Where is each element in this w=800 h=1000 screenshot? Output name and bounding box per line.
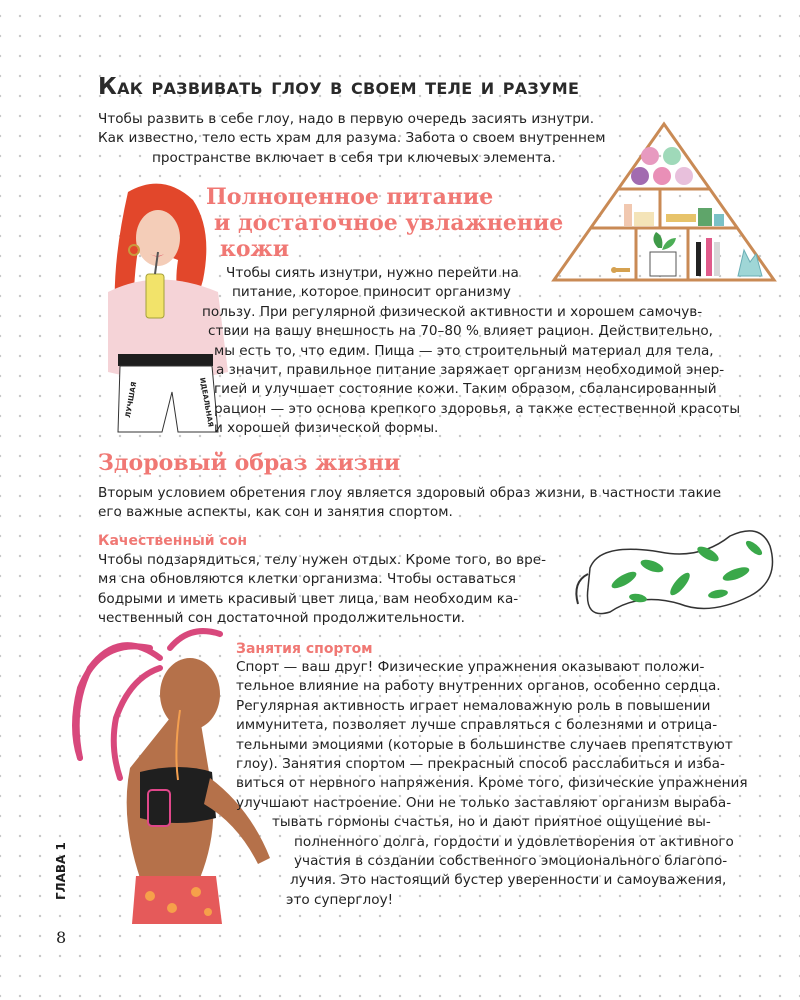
body-line: пользу. При регулярной физической активности и хорошем самочув-	[202, 303, 703, 320]
section-nutrition-heading	[206, 184, 563, 262]
body-line: рацион — это основа крепкого здоровья, а также естественной красоты	[214, 400, 741, 417]
body-line: гией и улучшает состояние кожи. Таким образом, сбалансированный	[214, 381, 717, 398]
page-title: Как развивать глоу в своем теле и разуме	[98, 74, 580, 100]
body-line: это суперглоу!	[286, 891, 394, 908]
drink-glass-icon	[146, 274, 164, 318]
body-line: и хорошей физической формы.	[214, 420, 439, 437]
intro-line: Как известно, тело есть храм для разума. Забота о своем внутреннем	[98, 130, 606, 147]
heading-line: кожи	[220, 236, 290, 262]
heading-line: Полноценное питание	[206, 184, 494, 210]
body-line: полненного долга, гордости и удовлетворения от активного	[294, 833, 734, 850]
body-line: Вторым условием обретения глоу является здоровый образ жизни, в частности такие	[98, 485, 721, 501]
body-line: мя сна обновляются клетки организма. Чтобы оставаться	[98, 571, 516, 588]
chapter-label: ГЛАВА 1	[54, 842, 68, 900]
body-line: глоу). Занятия спортом — прекрасный способ расслабиться и изба-	[236, 756, 725, 773]
body-line: тельными эмоциями (которые в большинстве случаев препятствуют	[236, 736, 733, 753]
food-pyramid-illustration	[548, 118, 780, 288]
head	[160, 658, 220, 730]
sport-body	[236, 658, 748, 910]
sleep-body	[98, 551, 546, 629]
body-line: питание, которое приносит организму	[232, 284, 511, 301]
section-lifestyle-body	[98, 484, 721, 523]
heading-line: и достаточное увлажнение	[214, 210, 564, 236]
sleep-mask-illustration	[568, 518, 776, 616]
cosmetics-shelf-icon	[624, 204, 724, 226]
body-line: Спорт — ваш друг! Физические упражнения оказывают положи-	[236, 659, 705, 675]
body-line: чественный сон достаточной продолжительности.	[98, 610, 465, 627]
body-line: его важные аспекты, как сон и занятия спортом.	[98, 504, 453, 521]
body-line: мы есть то, что едим. Пища — это строительный материал для тела,	[214, 342, 714, 359]
body-line: Чтобы подзарядиться, телу нужен отдых. Кроме того, во вре-	[98, 552, 546, 568]
body-line: участия в создании собственного эмоционального благопо-	[294, 853, 728, 870]
body-line: иммунитета, позволяет лучше справляться с болезнями и отрица-	[236, 717, 718, 734]
body-line: ствии на вашу внешность на 70–80 % влияет рацион. Действительно,	[208, 323, 713, 340]
intro-line: пространстве включает в себя три ключевых элемента.	[152, 149, 556, 166]
body-line: тывать гормоны счастья, но и дают приятное ощущение вы-	[272, 814, 711, 831]
armband-phone-icon	[148, 790, 170, 826]
shirt-text-right: ИДЕАЛЬНАЯ	[198, 376, 215, 428]
page-number: 8	[56, 928, 67, 947]
shorts	[132, 876, 222, 924]
sport-heading: Занятия спортом	[236, 641, 373, 657]
body-line: а значит, правильное питание заряжает организм необходимой энер-	[216, 362, 725, 379]
body-line: бодрыми и иметь красивый цвет лица, вам необходим ка-	[98, 590, 519, 607]
section-lifestyle-heading: Здоровый образ жизни	[98, 450, 401, 476]
body-line: лучия. Это настоящий бустер уверенности и самоуважения,	[290, 872, 727, 889]
sleep-heading: Качественный сон	[98, 533, 248, 549]
intro-line: Чтобы развить в себе глоу, надо в первую очередь засиять изнутри.	[98, 111, 595, 127]
body-line: тельное влияние на работу внутренних органов, особенно сердца.	[236, 678, 721, 695]
belt	[118, 354, 213, 366]
mask-strap	[576, 574, 588, 604]
body-line: виться от нервного напряжения. Кроме того, физические упражнения	[236, 775, 748, 792]
shirt-text-left: ЛУЧШАЯ	[124, 381, 139, 419]
intro-paragraph	[98, 110, 605, 168]
body-line: Чтобы сиять изнутри, нужно перейти на	[226, 265, 519, 281]
body-line: улучшают настроение. Они не только заставляют организм выраба-	[236, 794, 732, 811]
body-line: Регулярная активность играет немаловажную роль в повышении	[236, 697, 711, 714]
